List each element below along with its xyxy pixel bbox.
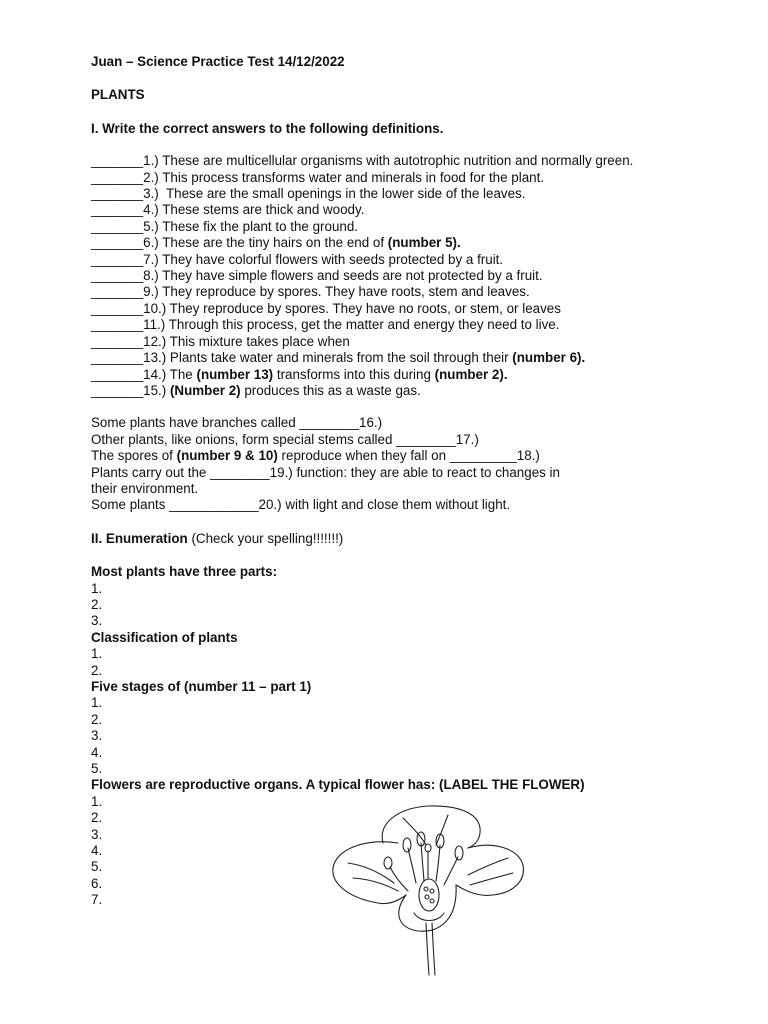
fill-in-item bbox=[91, 481, 731, 497]
bold-reference: (number 13) bbox=[196, 366, 274, 382]
section2-note: (Check your spelling!!!!!!!) bbox=[187, 530, 344, 546]
line-text: _______1.) These are multicellular organisms with autotrophic nutrition and normally green. bbox=[91, 153, 634, 169]
bold-reference: (number 5). bbox=[387, 235, 461, 251]
definition-item bbox=[91, 317, 731, 333]
fill-in-item bbox=[91, 497, 731, 513]
definition-item bbox=[91, 186, 731, 202]
flower-petal-right bbox=[456, 845, 523, 895]
section1-heading: I. Write the correct answers to the following definitions. bbox=[91, 120, 444, 136]
fill-in-item bbox=[91, 448, 731, 464]
definition-item bbox=[91, 301, 731, 317]
fill-in-item bbox=[91, 432, 731, 448]
line-text: produces this as a waste gas. bbox=[240, 382, 421, 398]
enumeration-group-title: Most plants have three parts: bbox=[91, 564, 278, 580]
line-text: Other plants, like onions, form special stems called ________17.) bbox=[91, 431, 479, 447]
bold-reference: (number 6). bbox=[512, 350, 586, 366]
flower-diagram-icon bbox=[328, 803, 528, 978]
line-text: _______9.) They reproduce by spores. They have roots, stem and leaves. bbox=[91, 284, 530, 300]
definitions-list bbox=[91, 153, 731, 399]
definition-item bbox=[91, 170, 731, 186]
definition-item bbox=[91, 202, 731, 218]
line-text: _______11.) Through this process, get the matter and energy they need to live. bbox=[91, 317, 560, 333]
line-text: _______7.) They have colorful flowers with seeds protected by a fruit. bbox=[91, 251, 504, 267]
line-text: transforms into this during bbox=[273, 366, 435, 382]
enumeration-item: 2. bbox=[91, 810, 103, 826]
line-text: _______6.) These are the tiny hairs on the end of bbox=[91, 235, 388, 251]
enumeration-item: 6. bbox=[91, 875, 103, 891]
fill-in-list bbox=[91, 415, 731, 513]
enumeration-group-title: Five stages of (number 11 – part 1) bbox=[91, 679, 312, 694]
line-text: Plants carry out the ________19.) function: they are able to react to changes in bbox=[91, 464, 560, 480]
definition-item bbox=[91, 383, 731, 399]
line-text: Some plants have branches called ________16.) bbox=[91, 415, 383, 431]
enumeration-item: 4. bbox=[91, 744, 103, 760]
enumeration-item: 1. bbox=[91, 793, 103, 809]
enumeration-item: 2. bbox=[91, 596, 103, 612]
topic-title: PLANTS bbox=[91, 87, 145, 103]
line-text: The spores of bbox=[91, 448, 177, 464]
line-text: _______2.) This process transforms water and minerals in food for the plant. bbox=[91, 169, 545, 185]
worksheet bbox=[91, 54, 731, 909]
line-text: Some plants ____________20.) with light and close them without light. bbox=[91, 497, 511, 513]
definition-item bbox=[91, 252, 731, 268]
enumeration-group-title: Flowers are reproductive organs. A typical flower has: (LABEL THE FLOWER) bbox=[91, 777, 585, 793]
enumeration-item: 5. bbox=[91, 859, 103, 875]
definition-item bbox=[91, 268, 731, 284]
flower-petal-bottom bbox=[399, 885, 456, 931]
definition-item bbox=[91, 235, 731, 251]
definition-item bbox=[91, 334, 731, 350]
line-text: _______13.) Plants take water and minerals from the soil through their bbox=[91, 350, 513, 366]
definition-item bbox=[91, 350, 731, 366]
line-text: their environment. bbox=[91, 480, 199, 496]
enumeration-item: 1. bbox=[91, 646, 103, 662]
line-text: _______5.) These fix the plant to the ground. bbox=[91, 218, 359, 234]
bold-reference: (number 9 & 10) bbox=[176, 448, 278, 464]
definition-item bbox=[91, 219, 731, 235]
bold-reference: (Number 2) bbox=[169, 382, 241, 398]
line-text: _______15.) bbox=[91, 382, 170, 398]
definition-item bbox=[91, 284, 731, 300]
line-text: reproduce when they fall on _________18.) bbox=[277, 448, 540, 464]
section2-heading: II. Enumeration bbox=[91, 530, 188, 546]
enumeration-item: 3. bbox=[91, 728, 103, 744]
flower-petal-left bbox=[333, 842, 406, 904]
enumeration-item: 3. bbox=[91, 826, 103, 842]
line-text: _______3.) These are the small openings in the lower side of the leaves. bbox=[91, 186, 526, 202]
bold-reference: (number 2). bbox=[434, 366, 508, 382]
definition-item bbox=[91, 367, 731, 383]
enumeration-group-title: Classification of plants bbox=[91, 629, 238, 645]
enumeration-item: 5. bbox=[91, 761, 103, 777]
enumeration-item: 1. bbox=[91, 580, 103, 596]
flower-petal-top bbox=[382, 806, 480, 848]
line-text: _______10.) They reproduce by spores. They have no roots, or stem, or leaves bbox=[91, 300, 561, 316]
line-text: _______8.) They have simple flowers and seeds are not protected by a fruit. bbox=[91, 268, 543, 284]
flower-ovary bbox=[419, 879, 439, 911]
page-title: Juan – Science Practice Test 14/12/2022 bbox=[91, 54, 345, 69]
line-text: _______4.) These stems are thick and woody. bbox=[91, 202, 365, 218]
definition-item bbox=[91, 153, 731, 169]
enumeration-item: 2. bbox=[91, 711, 103, 727]
enumeration-item: 4. bbox=[91, 843, 103, 859]
enumeration-item: 1. bbox=[91, 695, 103, 711]
line-text: _______12.) This mixture takes place when bbox=[91, 333, 350, 349]
fill-in-item bbox=[91, 465, 731, 481]
section2-heading-line bbox=[91, 531, 731, 547]
fill-in-item bbox=[91, 415, 731, 431]
enumeration-item: 2. bbox=[91, 662, 103, 678]
enumeration-item: 3. bbox=[91, 613, 103, 629]
enumeration-item: 7. bbox=[91, 892, 103, 908]
line-text: _______14.) The bbox=[91, 366, 197, 382]
